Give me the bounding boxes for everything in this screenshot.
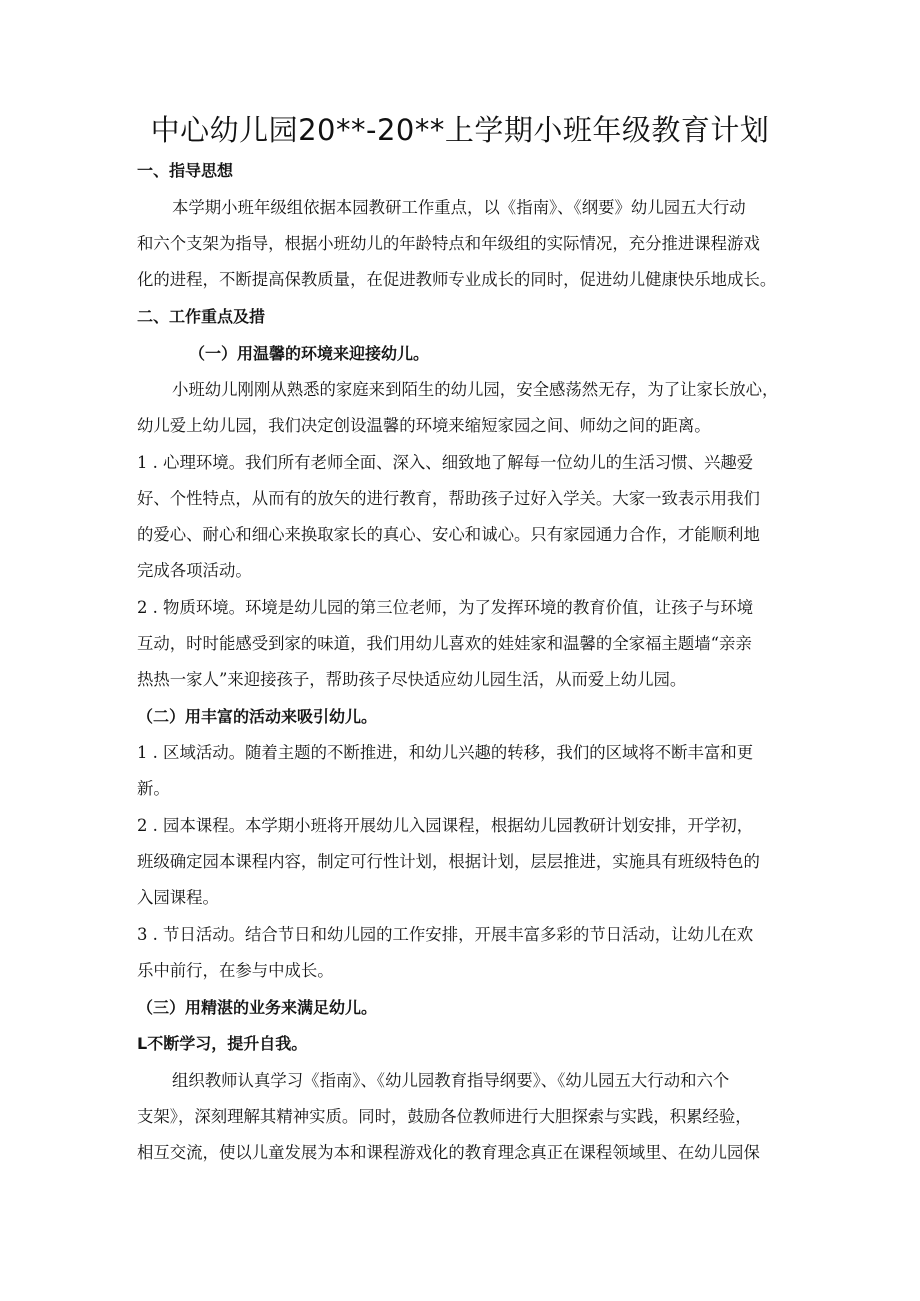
list-item-line: 3 . 节日活动。结合节日和幼儿园的工作安排，开展丰富多彩的节日活动，让幼儿在欢 (137, 925, 754, 944)
paragraph-line: 乐中前行，在参与中成长。 (137, 961, 334, 980)
paragraph-line: 本学期小班年级组依据本园教研工作重点，以《指南》、《纲要》幼儿园五大行动 (172, 198, 746, 217)
paragraph-line: 新。 (137, 779, 170, 798)
paragraph-line: 小班幼儿刚刚从熟悉的家庭来到陌生的幼儿园，安全感荡然无存，为了让家长放心， (172, 380, 779, 399)
list-item-line: 2 . 物质环境。环境是幼儿园的第三位老师，为了发挥环境的教育价值，让孩子与环境 (137, 598, 754, 617)
subsection-heading-professional: （三）用精湛的业务来满足幼儿。 (137, 998, 378, 1017)
paragraph-line: 的爱心、耐心和细心来换取家长的真心、安心和诚心。只有家园通力合作，才能顺利地 (137, 525, 760, 544)
item-heading-learning: L不断学习，提升自我。 (137, 1034, 308, 1053)
paragraph-line: 支架》，深刻理解其精神实质。同时，鼓励各位教师进行大胆探索与实践，积累经验， (137, 1107, 752, 1126)
list-item-line: 1 . 心理环境。我们所有老师全面、深入、细致地了解每一位幼儿的生活习惯、兴趣爱 (137, 453, 754, 472)
paragraph-line: 班级确定园本课程内容，制定可行性计划，根据计划，层层推进，实施具有班级特色的 (137, 852, 760, 871)
paragraph-line: 组织教师认真学习《指南》、《幼儿园教育指导纲要》、《幼儿园五大行动和六个 (172, 1071, 730, 1090)
list-item-line: 2 . 园本课程。本学期小班将开展幼儿入园课程，根据幼儿园教研计划安排，开学初， (137, 816, 754, 835)
paragraph-line: 相互交流，使以儿童发展为本和课程游戏化的教育理念真正在课程领域里、在幼儿园保 (137, 1143, 760, 1162)
paragraph-line: 化的进程，不断提高保教质量，在促进教师专业成长的同时，促进幼儿健康快乐地成长。 (137, 270, 777, 289)
paragraph-line: 完成各项活动。 (137, 561, 252, 580)
paragraph-line: 幼儿爱上幼儿园，我们决定创设温馨的环境来缩短家园之间、师幼之间的距离。 (137, 416, 711, 435)
section-heading-work-focus: 二、工作重点及措 (137, 307, 266, 326)
list-item-line: 1 . 区域活动。随着主题的不断推进，和幼儿兴趣的转移，我们的区域将不断丰富和更 (137, 743, 754, 762)
paragraph-line: 好、个性特点，从而有的放矢的进行教育，帮助孩子过好入学关。大家一致表示用我们 (137, 489, 760, 508)
subsection-heading-environment: （一）用温馨的环境来迎接幼儿。 (189, 344, 430, 363)
paragraph-line: 入园课程。 (137, 888, 219, 907)
paragraph-line: 和六个支架为指导，根据小班幼儿的年龄特点和年级组的实际情况，充分推进课程游戏 (137, 234, 760, 253)
section-heading-guiding-thought: 一、指导思想 (137, 161, 234, 180)
subsection-heading-activities: （二）用丰富的活动来吸引幼儿。 (137, 707, 378, 726)
paragraph-line: 热热一家人”来迎接孩子，帮助孩子尽快适应幼儿园生活，从而爱上幼儿园。 (137, 670, 687, 689)
document-title: 中心幼儿园20**-20**上学期小班年级教育计划 (150, 113, 770, 147)
paragraph-line: 互动，时时能感受到家的味道，我们用幼儿喜欢的娃娃家和温馨的全家福主题墙“亲亲 (137, 634, 752, 653)
